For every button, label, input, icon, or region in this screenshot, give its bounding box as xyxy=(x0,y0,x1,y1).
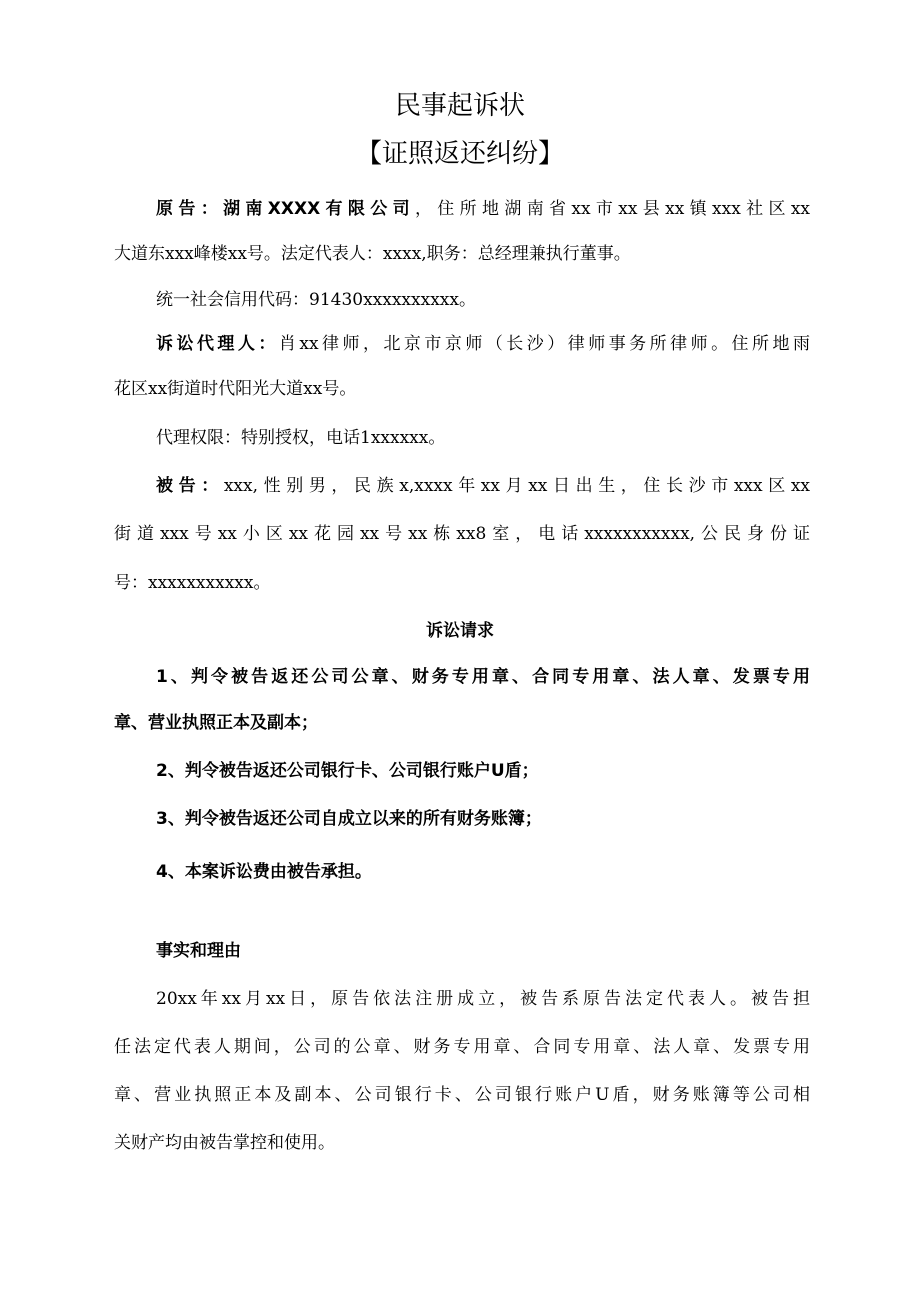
claims-heading: 诉讼请求 xyxy=(426,621,494,641)
facts-line-2: 任法定代表人期间，公司的公章、财务专用章、合同专用章、法人章、发票专用 xyxy=(114,1037,810,1057)
document-title: 民事起诉状 xyxy=(394,91,525,121)
facts-heading: 事实和理由 xyxy=(156,941,241,961)
claim-2: 2、判令被告返还公司银行卡、公司银行账户U盾； xyxy=(156,761,539,781)
defendant-line-3: 号：xxxxxxxxxxx。 xyxy=(114,573,271,593)
plaintiff-address-start: ，住所地湖南省xx市xx县xx镇xxx社区xx xyxy=(414,199,810,219)
claim-4: 4、本案诉讼费由被告承担。 xyxy=(156,862,372,882)
defendant-info-start: xxx,性别男，民族x,xxxx年xx月xx日出生，住长沙市xxx区xx xyxy=(223,476,810,496)
facts-line-1: 20xx年xx月xx日，原告依法注册成立，被告系原告法定代表人。被告担 xyxy=(156,989,810,1009)
claim-1-line-1: 1、判令被告返还公司公章、财务专用章、合同专用章、法人章、发票专用 xyxy=(156,667,810,687)
facts-line-4: 关财产均由被告掌控和使用。 xyxy=(114,1133,335,1153)
plaintiff-label: 原告： xyxy=(156,199,224,219)
plaintiff-credit-code: 统一社会信用代码：91430xxxxxxxxxx。 xyxy=(156,290,476,310)
agent-authority: 代理权限：特别授权，电话1xxxxxx。 xyxy=(156,428,446,448)
defendant-label: 被告： xyxy=(156,476,224,496)
claim-1-line-2: 章、营业执照正本及副本； xyxy=(114,713,318,733)
agent-line-1 xyxy=(156,331,810,357)
facts-line-3: 章、营业执照正本及副本、公司银行卡、公司银行账户U盾，财务账簿等公司相 xyxy=(114,1085,810,1105)
document-subtitle: 【证照返还纠纷】 xyxy=(355,139,564,169)
plaintiff-line-1 xyxy=(156,196,810,222)
defendant-line-1 xyxy=(156,473,810,499)
agent-info-start: 肖xx律师，北京市京师（长沙）律师事务所律师。住所地雨 xyxy=(278,334,810,354)
agent-label: 诉讼代理人： xyxy=(156,334,279,354)
plaintiff-name: 湖南XXXX有限公司 xyxy=(223,199,415,219)
agent-line-2: 花区xx街道时代阳光大道xx号。 xyxy=(114,379,357,399)
plaintiff-line-2: 大道东xxx峰楼xx号。法定代表人：xxxx,职务：总经理兼执行董事。 xyxy=(114,244,631,264)
defendant-line-2: 街道xxx号xx小区xx花园xx号xx栋xx8室，电话xxxxxxxxxxx,公民身份证 xyxy=(114,524,810,544)
claim-3: 3、判令被告返还公司自成立以来的所有财务账簿； xyxy=(156,809,542,829)
